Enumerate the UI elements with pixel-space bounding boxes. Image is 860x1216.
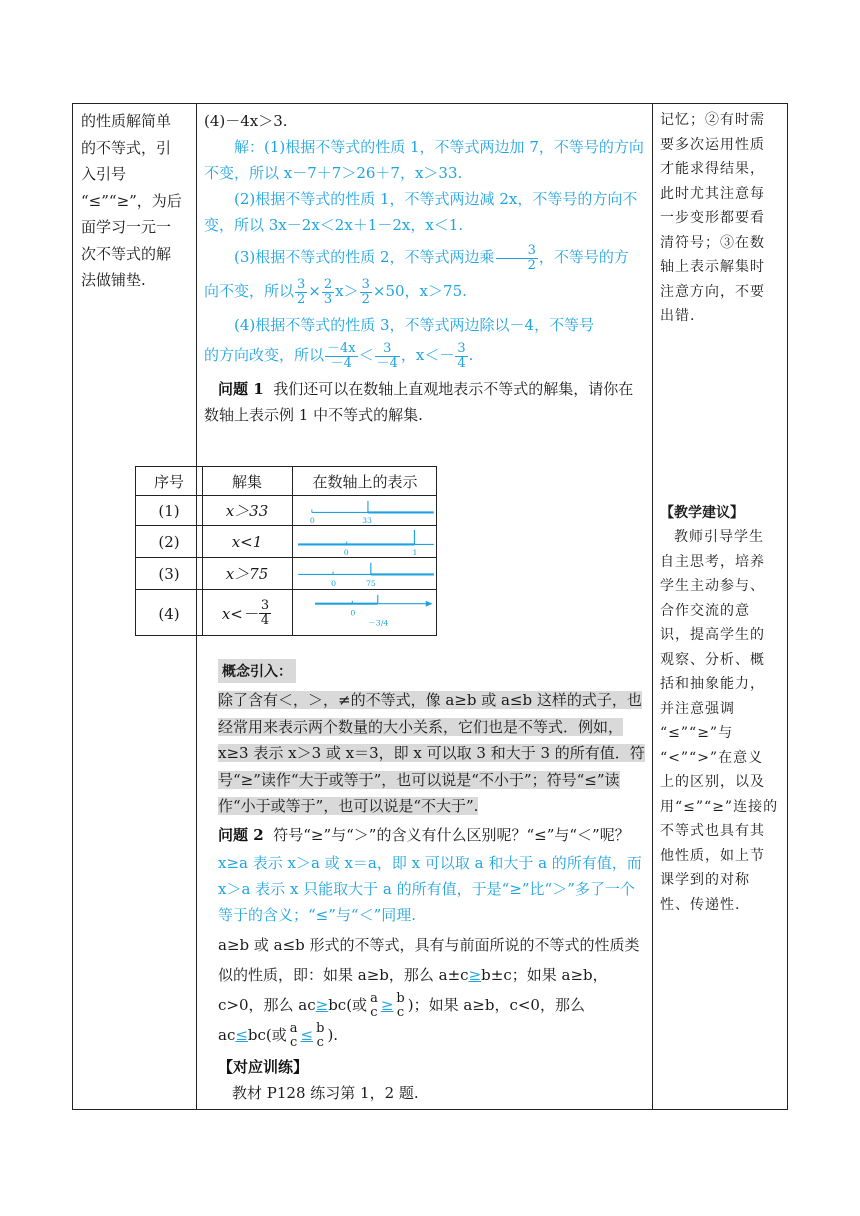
fraction: $\frac{3}{-4}$ [376, 340, 398, 371]
left-line: 法做铺垫. [81, 271, 146, 289]
left-notes [81, 108, 193, 294]
property-text-4: bc(或 [328, 995, 368, 1014]
concept-title: 概念引入： [218, 659, 296, 683]
fraction: a c [289, 1020, 298, 1050]
right-notes [660, 108, 784, 917]
suggestion-line: 括和抽象能力， [660, 676, 765, 692]
solution-3-text-d: ×50，x＞75. [372, 282, 467, 300]
tick-label: 0 [331, 579, 337, 589]
right-line: 一步变形都要看 [660, 210, 765, 226]
solution-set-table [135, 466, 437, 636]
question-2-text: 符号“≥”与“＞”的含义有什么区别呢？“≤”与“＜”呢？ [273, 825, 630, 844]
row-set: x＞33 [225, 502, 269, 520]
question-1 [204, 376, 648, 428]
table-header-row [136, 467, 436, 495]
question-1-text: 我们还可以在数轴上直观地表示不等式的解集，请你在数轴上表示例 1 中不等式的解集. [204, 380, 634, 424]
solution-4-cont: 的方向改变，所以 $\frac{-4x}{-4}$ ＜ $\frac{3}{-4}$ ，x＜－ $\frac{3}{4}$ . [204, 340, 474, 371]
number-line-3 [296, 558, 436, 589]
property-text-6: bc(或 [247, 1025, 287, 1044]
suggestion-line: 教师引导学生 [674, 529, 764, 545]
header-numberline: 在数轴上的表示 [312, 472, 418, 491]
solution-1: 解：(1)根据不等式的性质 1，不等式两边加 7，不等号的方向不变，所以 x－7＋7＞26＋7，x＞33. [204, 138, 644, 182]
number-line-4 [296, 590, 436, 637]
property-text-2: b±c；如果 a≥b， [481, 965, 608, 984]
solution-2: (2)根据不等式的性质 1，不等式两边减 2x，不等号的方向不变，所以 3x－2x＜2x＋1－2x，x＜1. [204, 190, 638, 234]
property-fill-5: ≤ [300, 1025, 314, 1044]
right-line: 清符号；③在数 [660, 234, 765, 251]
suggestion-line: 合作交流的意 [660, 602, 750, 619]
suggestion-line: 自主思考，培养 [660, 553, 765, 570]
tick-label: 1 [412, 548, 418, 557]
row-no: (1) [158, 501, 180, 520]
property-text-1: a≥b 或 a≤b 形式的不等式，具有与前面所说的不等式的性质类似的性质，即：如果 a≥b，那么 a±c [218, 935, 640, 984]
header-set: 解集 [231, 472, 262, 491]
left-line: 入引号 [81, 165, 127, 183]
suggestion-line: 性、传递性. [660, 896, 741, 913]
training-title: 【对应训练】 [218, 1057, 309, 1076]
right-line: 才能求得结果， [660, 161, 765, 177]
row-set: x<1 [231, 532, 263, 551]
solution-3-text-b: ，不等号的方 [538, 248, 629, 266]
suggestion-line: 学生主动参与、 [660, 578, 765, 594]
property-text-3: c>0，那么 ac [218, 995, 316, 1014]
suggestion-line: “≤”“≥”与 [660, 725, 734, 741]
row-no: (3) [158, 564, 180, 583]
table-row [136, 525, 436, 557]
left-line: 面学习一元一 [81, 218, 172, 236]
property-text-7: ). [327, 1025, 339, 1044]
fraction: $\frac{-4x}{-4}$ [327, 340, 356, 371]
fraction: $\frac{3}{4}$ [260, 598, 270, 628]
suggestion-line: 课学到的对称 [660, 872, 750, 888]
example-item-4: (4)－4x＞3. [204, 112, 288, 130]
suggestion-line: 不等式也具有其 [660, 823, 765, 839]
solution-3-text-a: (3)根据不等式的性质 2，不等式两边乘 [234, 248, 495, 266]
fraction: $\frac{3}{2}$ [297, 276, 306, 307]
tick-label: 75 [366, 579, 376, 589]
table-row [136, 589, 436, 637]
solution-4-text-b: 的方向改变，所以 [204, 346, 325, 364]
column-divider [652, 104, 653, 1109]
fraction-3-over-2: $\frac{3}{2}$ [496, 244, 538, 273]
training-text: 教材 P128 练习第 1，2 题. [232, 1083, 419, 1102]
left-line: 的性质解简单 [81, 112, 172, 130]
fraction: b c [396, 990, 405, 1020]
right-line: 要多次运用性质 [660, 136, 765, 153]
lesson-table [72, 103, 788, 1110]
row-set: x＞75 [225, 565, 269, 583]
property-fill-2: ≥ [315, 995, 329, 1014]
right-line: 记忆；②有时需 [660, 112, 765, 128]
tick-label: 0 [350, 608, 356, 618]
solution-3 [204, 240, 648, 274]
fraction: $\frac{3}{4}$ [457, 340, 466, 371]
table-row [136, 495, 436, 525]
tick-label: 0 [343, 548, 349, 557]
tick-label: －3/4 [367, 618, 389, 628]
right-line: 此时尤其注意每 [660, 185, 765, 202]
main-content [204, 108, 648, 428]
property-fill-4: ≤ [235, 1025, 248, 1044]
property-fill-1: ≥ [468, 965, 482, 984]
suggestion-line: 观察、分析、概 [660, 651, 765, 668]
right-line: 轴上表示解集时 [660, 259, 765, 275]
property-fill-3: ≥ [380, 995, 394, 1014]
question-2 [218, 822, 648, 848]
row-no: (4) [158, 604, 180, 623]
fraction: $\frac{3}{2}$ [361, 276, 370, 307]
right-line: 注意方向，不要 [660, 283, 765, 300]
right-line: 出错. [660, 308, 696, 324]
concept-section [218, 659, 648, 1106]
tick-label: 0 [309, 516, 315, 525]
solution-4: (4)根据不等式的性质 3，不等式两边除以－4，不等号 [234, 316, 595, 334]
fraction: $\frac{2}{3}$ [323, 276, 333, 307]
left-line: 次不等式的解 [81, 244, 172, 263]
table-row [136, 557, 436, 589]
left-line: 的不等式，引 [81, 138, 172, 157]
number-line-1 [296, 496, 436, 525]
suggestion-line: 他性质，如上节 [660, 847, 765, 864]
property-text [218, 930, 648, 1050]
suggestion-line: 并注意强调 [660, 700, 735, 717]
question-1-label: 问题 1 [218, 380, 264, 398]
suggestion-line: “<”“>”在意义 [660, 749, 764, 766]
header-no: 序号 [153, 472, 184, 491]
fraction: b c [316, 1020, 325, 1050]
row-set-text: x<－ [221, 605, 258, 623]
tick-label: 33 [362, 516, 372, 525]
solution-3-text-c: 向不变，所以 [204, 282, 295, 300]
row-set [202, 590, 292, 637]
row-no: (2) [158, 532, 180, 551]
question-2-answer: x≥a 表示 x＞a 或 x＝a，即 x 可以取 a 和大于 a 的所有值，而 x＞a 表示 x 只能取大于 a 的所有值，于是“≥”比“＞”多了一个等于的含义；“≤”与“＜”同理. [218, 853, 642, 924]
question-2-label: 问题 2 [218, 825, 264, 844]
concept-body [218, 687, 648, 820]
suggestion-line: 上的区别，以及 [660, 774, 765, 790]
property-text-5: )；如果 a≥b，c<0，那么 ac [218, 995, 585, 1044]
left-line: “≤”“≥”，为后 [81, 191, 182, 210]
suggestion-line: 识，提高学生的 [660, 627, 765, 643]
solution-4-text-c: ，x＜－ [400, 346, 455, 364]
suggestion-line: 用“≤”“≥”连接的 [660, 798, 779, 815]
fraction: a c [370, 990, 378, 1020]
suggestion-title: 【教学建议】 [660, 504, 744, 521]
concept-body-text: 除了含有＜，＞，≠的不等式，像 a≥b 或 a≤b 这样的式子，也经常用来表示两个数量的大小关系，它们也是不等式．例如，x≥3 表示 x＞3 或 x＝3，即 x 可以取 3 和大于 3 的所有值．符号“≥”读作“大于或等于”，也可以说是“不小于”；符号“≤”读作“小于或等于”，也可以说是“不大于”. [218, 691, 645, 815]
solution-3-cont: 向不变，所以 $\frac{3}{2}$ × $\frac{2}{3}$ x＞ $\frac{3}{2}$ ×50，x＞75. [204, 276, 467, 307]
number-line-2 [296, 526, 436, 557]
